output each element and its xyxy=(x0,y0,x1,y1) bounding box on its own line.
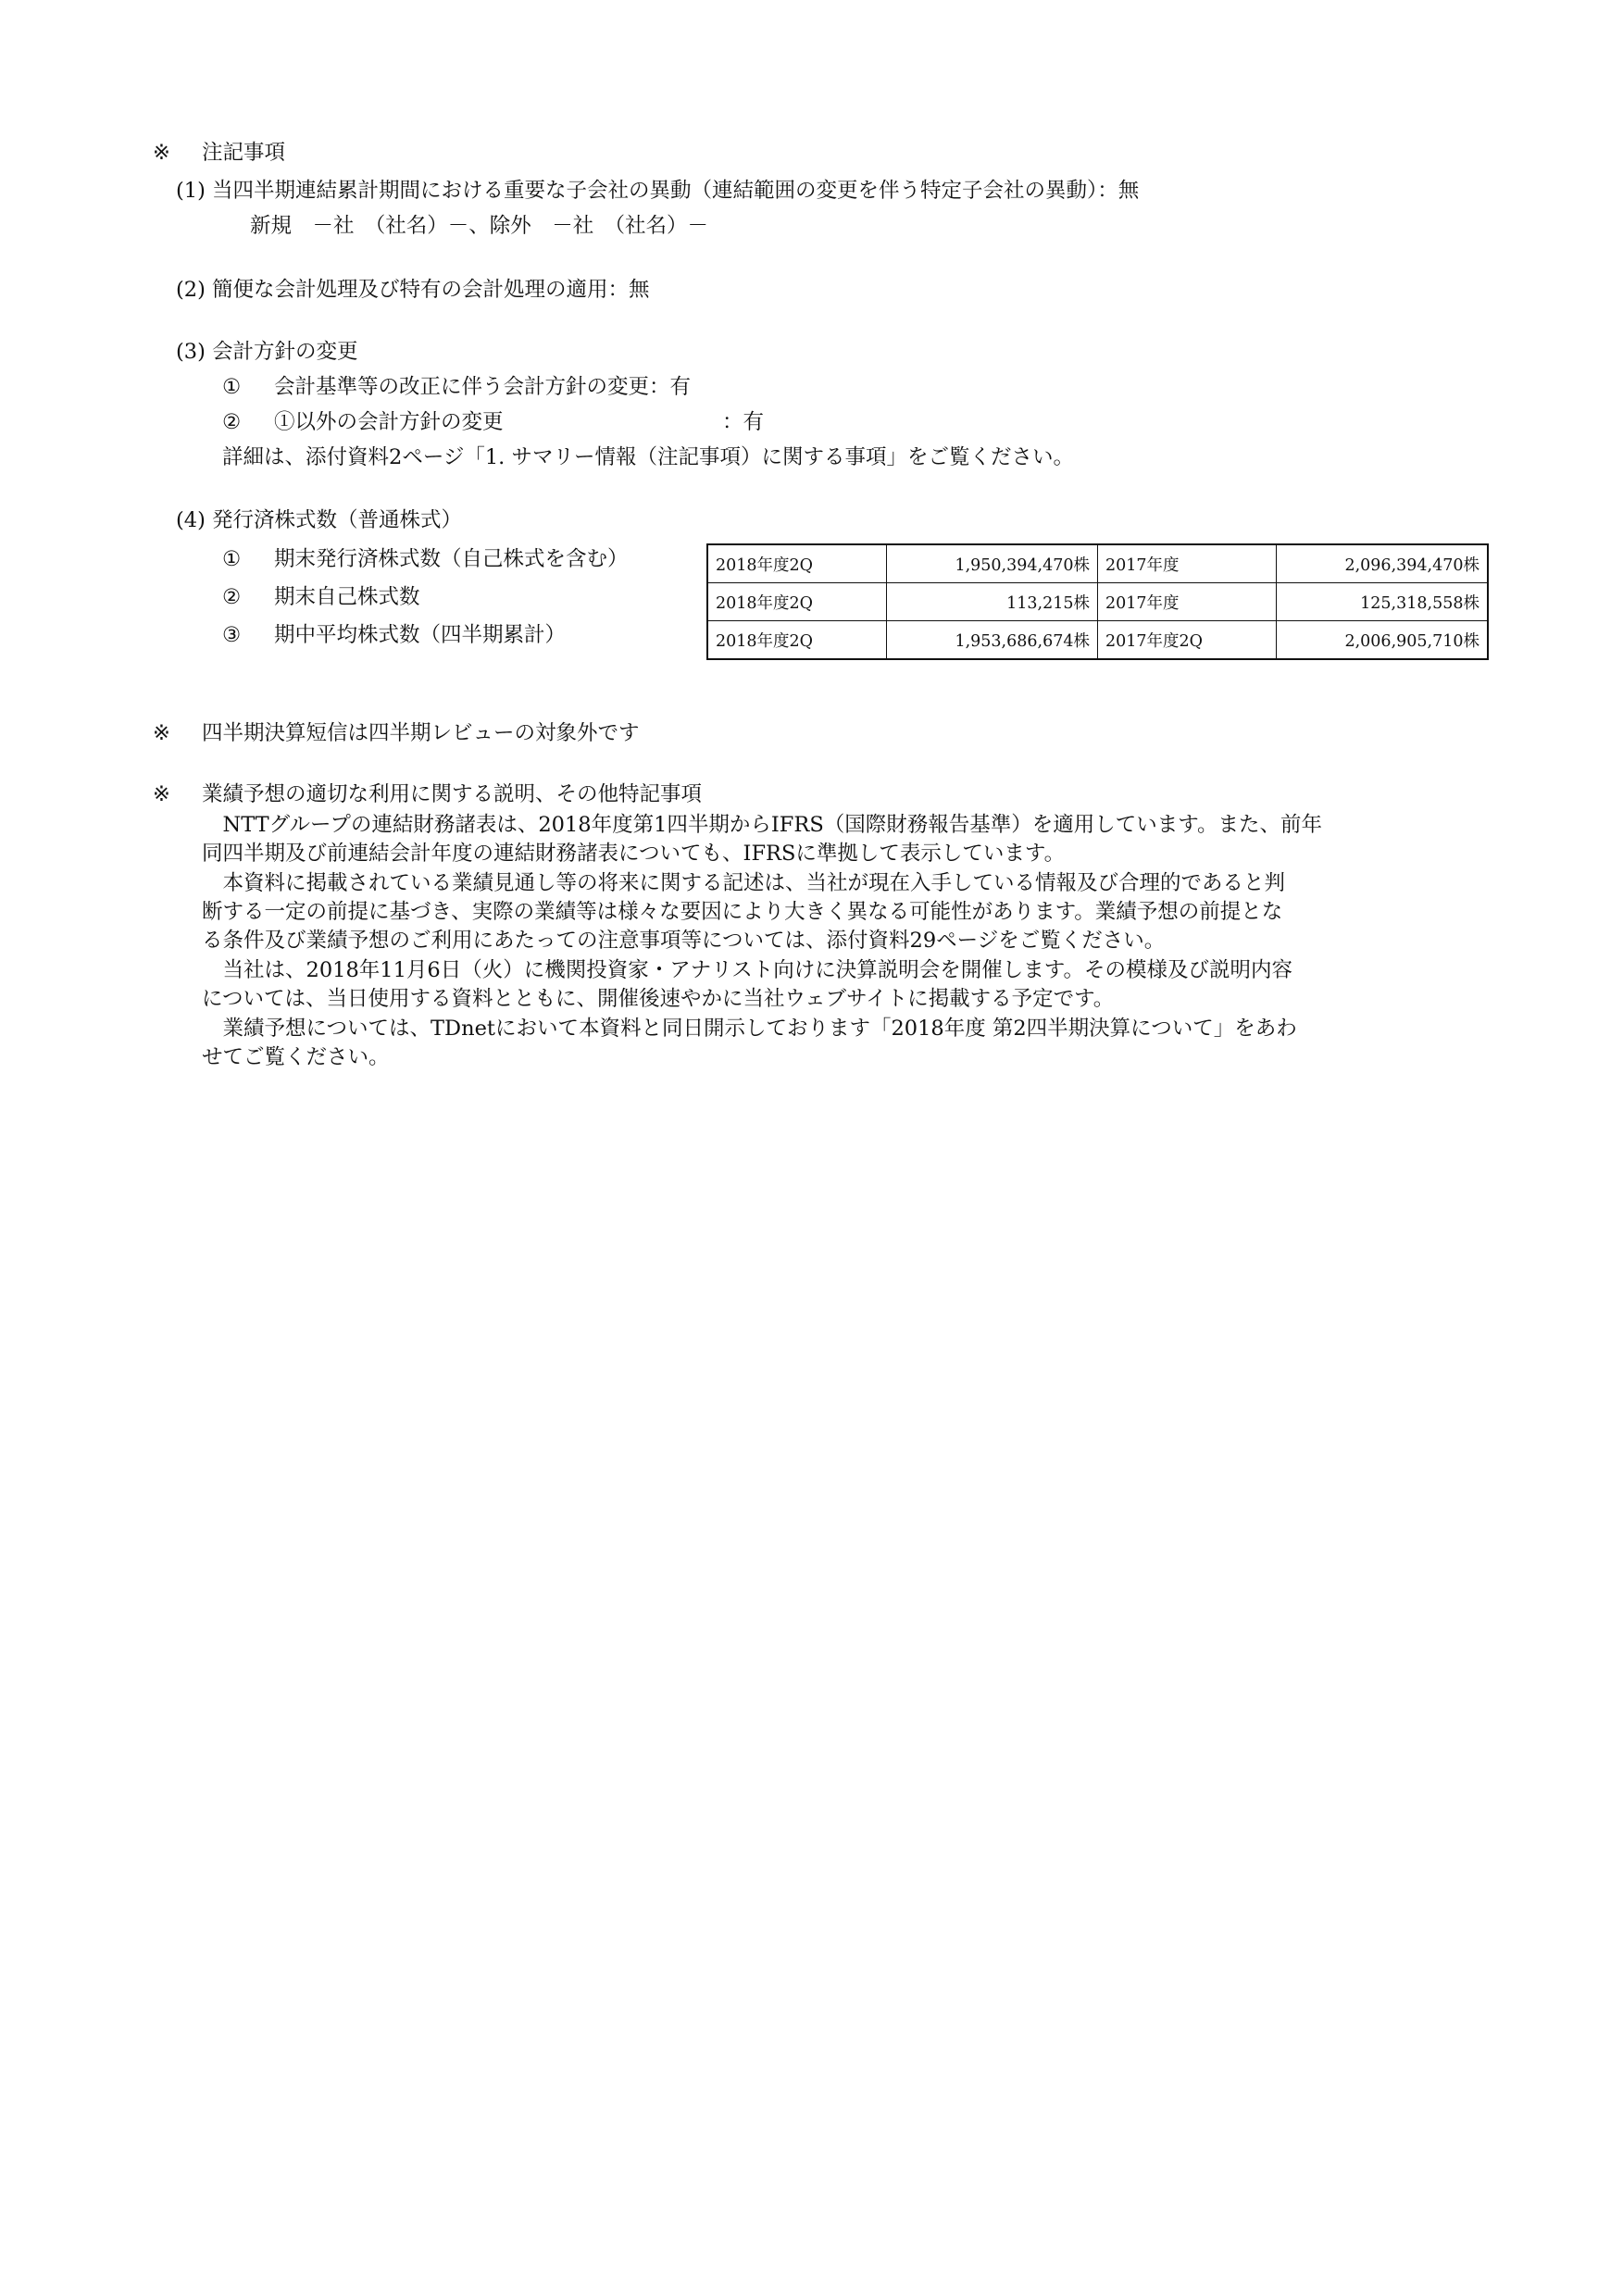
shares-value-current: 1,953,686,674株 xyxy=(886,621,1097,660)
shares-value-prior: 2,006,905,710株 xyxy=(1276,621,1488,660)
forecast-paragraph-4 xyxy=(202,1015,1489,1072)
note-item-3-sub2-value: ：有 xyxy=(722,410,765,434)
note-item-3-sub1-mark: ① xyxy=(222,375,242,399)
paragraph-line: については、当日使用する資料とともに、開催後速やかに当社ウェブサイトに掲載する予定です。 xyxy=(202,987,1115,1011)
forecast-paragraph-1 xyxy=(202,811,1489,868)
table-row xyxy=(707,583,1488,621)
paragraph-line: 同四半期及び前連結会計年度の連結財務諸表についても、IFRSに準拠して表示しています。 xyxy=(202,842,1066,866)
note-item-3: (3) 会計方針の変更 xyxy=(176,340,358,364)
note-item-1-detail: 新規 －社 （社名）－、除外 －社 （社名）－ xyxy=(250,214,709,238)
paragraph-line: る条件及び業績予想のご利用にあたっての注意事項等については、添付資料29ページをご覧ください。 xyxy=(202,929,1166,953)
note-item-4: (4) 発行済株式数（普通株式） xyxy=(176,508,463,532)
paragraph-line: せてご覧ください。 xyxy=(202,1045,390,1069)
shares-table xyxy=(706,543,1489,660)
note-item-1: (1) 当四半期連結累計期間における重要な子会社の異動（連結範囲の変更を伴う特定子会社の異動）：無 xyxy=(176,179,1140,203)
review-mark: ※ xyxy=(153,721,170,745)
note-item-3-detail: 詳細は、添付資料2ページ「1. サマリー情報（注記事項）に関する事項」をご覧ください。 xyxy=(222,445,1074,469)
table-row xyxy=(707,544,1488,583)
notes-title: 注記事項 xyxy=(202,141,286,165)
shares-row-3-label: 期中平均株式数（四半期累計） xyxy=(274,623,567,647)
review-note: 四半期決算短信は四半期レビューの対象外です xyxy=(202,721,640,745)
note-item-3-sub2-mark: ② xyxy=(222,410,242,434)
shares-period-prior: 2017年度2Q xyxy=(1097,621,1276,660)
note-item-2: (2) 簡便な会計処理及び特有の会計処理の適用：無 xyxy=(176,278,650,302)
shares-period-prior: 2017年度 xyxy=(1097,544,1276,583)
shares-period-current: 2018年度2Q xyxy=(707,583,886,621)
shares-row-1-mark: ① xyxy=(222,547,242,571)
forecast-paragraph-3 xyxy=(202,956,1489,1014)
shares-period-current: 2018年度2Q xyxy=(707,544,886,583)
forecast-mark: ※ xyxy=(153,782,170,806)
paragraph-line: 断する一定の前提に基づき、実際の業績等は様々な要因により大きく異なる可能性があります。業績予想の前提とな xyxy=(202,900,1283,924)
shares-value-prior: 125,318,558株 xyxy=(1276,583,1488,621)
shares-row-3-mark: ③ xyxy=(222,623,242,647)
shares-value-current: 1,950,394,470株 xyxy=(886,544,1097,583)
paragraph-line: 当社は、2018年11月6日（火）に機関投資家・アナリスト向けに決算説明会を開催します。その模様及び説明内容 xyxy=(202,958,1292,982)
shares-row-2-mark: ② xyxy=(222,585,242,609)
shares-period-current: 2018年度2Q xyxy=(707,621,886,660)
notes-mark: ※ xyxy=(153,141,170,165)
paragraph-line: 業績予想については、TDnetにおいて本資料と同日開示しております「2018年度 第2四半期決算について」をあわ xyxy=(202,1017,1297,1041)
shares-row-2-label: 期末自己株式数 xyxy=(274,585,420,609)
shares-period-prior: 2017年度 xyxy=(1097,583,1276,621)
paragraph-line: 本資料に掲載されている業績見通し等の将来に関する記述は、当社が現在入手している情報及び合理的であると判 xyxy=(202,871,1286,895)
shares-row-1-label: 期末発行済株式数（自己株式を含む） xyxy=(274,547,629,571)
note-item-3-sub2-label: ①以外の会計方針の変更 xyxy=(274,410,504,434)
shares-value-current: 113,215株 xyxy=(886,583,1097,621)
paragraph-line: NTTグループの連結財務諸表は、2018年度第1四半期からIFRS（国際財務報告基準）を適用しています。また、前年 xyxy=(202,813,1322,837)
forecast-paragraph-2 xyxy=(202,869,1489,955)
note-item-3-sub1: 会計基準等の改正に伴う会計方針の変更：有 xyxy=(274,375,692,399)
table-row xyxy=(707,621,1488,660)
forecast-title: 業績予想の適切な利用に関する説明、その他特記事項 xyxy=(202,782,703,806)
shares-value-prior: 2,096,394,470株 xyxy=(1276,544,1488,583)
